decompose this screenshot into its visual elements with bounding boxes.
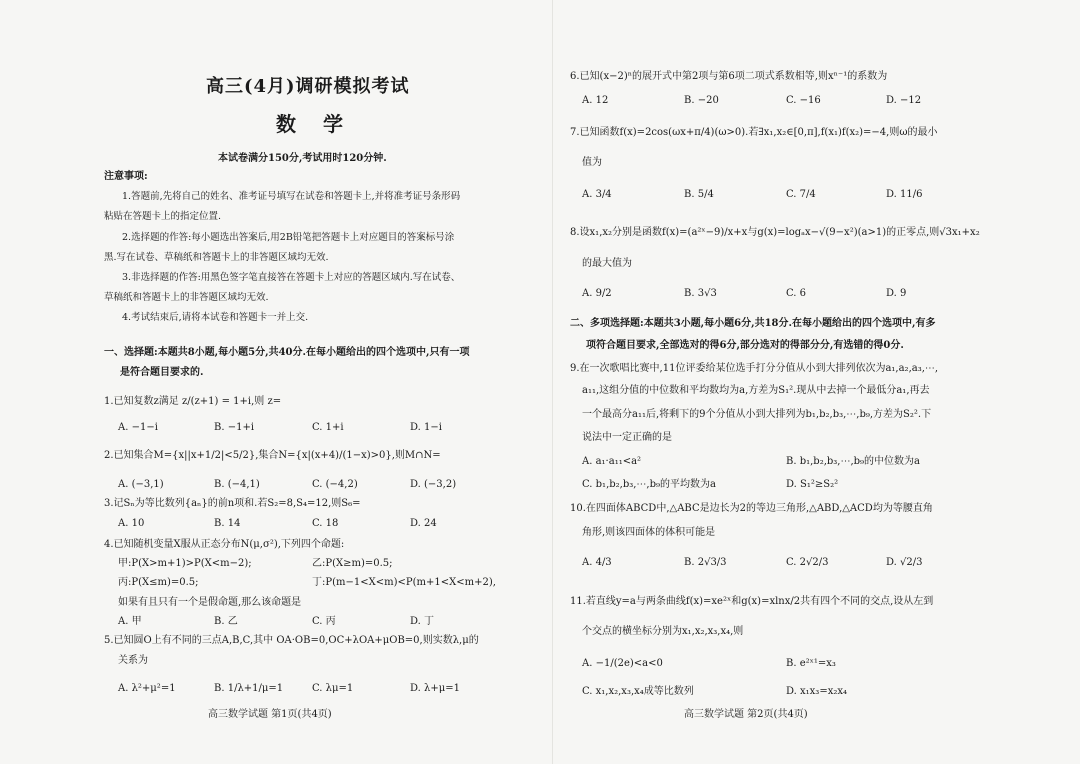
question-10-line: 10.在四面体ABCD中,△ABC是边长为2的等边三角形,△ABD,△ACD均为等腰直角	[570, 503, 933, 514]
q4-tail: 如果有且只有一个是假命题,那么该命题是	[118, 597, 302, 608]
section-2-heading: 二、多项选择题:本题共3小题,每小题6分,共18分.在每小题给出的四个选项中,有多	[570, 318, 936, 329]
q8-option-b: B. 3√3	[684, 288, 717, 299]
q4-proposition: 丁:P(m−1<X<m)<P(m+1<X<m+2),	[312, 577, 496, 588]
q10-option-c: C. 2√2/3	[786, 557, 829, 568]
q2-option-d: D. (−3,2)	[410, 479, 457, 490]
question-5-stem-2: 关系为	[118, 655, 148, 666]
question-9-line: a₁₁,这组分值的中位数和平均数均为a,方差为S₁².现从中去掉一个最低分a₁,再去	[582, 385, 930, 396]
q4-option-a: A. 甲	[118, 616, 142, 627]
q9-option-b: B. b₁,b₂,b₃,⋯,b₉的中位数为a	[786, 456, 921, 467]
q6-option-d: D. −12	[886, 95, 922, 106]
q1-option-d: D. 1−i	[410, 422, 442, 433]
question-3-stem: 3.记Sₙ为等比数列{aₙ}的前n项和.若S₂=8,S₄=12,则S₆=	[104, 498, 361, 509]
q1-option-c: C. 1+i	[312, 422, 344, 433]
notice-heading: 注意事项:	[104, 171, 148, 182]
q8-option-c: C. 6	[786, 288, 807, 299]
q3-option-d: D. 24	[410, 518, 437, 529]
q9-option-d: D. S₁²≥S₂²	[786, 479, 839, 490]
subject-title: 数 学	[276, 112, 353, 136]
notice-line: 3.非选择题的作答:用黑色签字笔直接答在答题卡上对应的答题区域内.写在试卷、	[122, 272, 461, 283]
q4-proposition: 乙:P(X≥m)=0.5;	[312, 558, 393, 569]
question-4-stem: 4.已知随机变量X服从正态分布N(μ,σ²),下列四个命题:	[104, 539, 345, 550]
question-11-line: 11.若直线y=a与两条曲线f(x)=xe²ˣ和g(x)=xlnx/2共有四个不同的交点,设从左到	[570, 596, 934, 607]
notice-line: 4.考试结束后,请将本试卷和答题卡一并上交.	[122, 312, 309, 323]
q8-option-a: A. 9/2	[582, 288, 612, 299]
page-1	[96, 0, 546, 764]
notice-line: 草稿纸和答题卡上的非答题区域均无效.	[104, 292, 269, 303]
question-9-line: 说法中一定正确的是	[582, 432, 672, 443]
question-8-stem: 8.设x₁,x₂分别是函数f(x)=(a²ˣ−9)/x+x与g(x)=logₐx−√(9−x²)(a>1)的正零点,则√3x₁+x₂	[570, 227, 980, 238]
notice-line: 粘贴在答题卡上的指定位置.	[104, 211, 222, 222]
q2-option-b: B. (−4,1)	[214, 479, 260, 490]
page-2-footer: 高三数学试题 第2页(共4页)	[684, 709, 808, 720]
q10-option-b: B. 2√3/3	[684, 557, 727, 568]
q4-option-b: B. 乙	[214, 616, 238, 627]
q7-option-d: D. 11/6	[886, 189, 923, 200]
page-fold	[552, 0, 553, 764]
q4-option-c: C. 丙	[312, 616, 336, 627]
question-11-line: 个交点的横坐标分别为x₁,x₂,x₃,x₄,则	[582, 626, 744, 637]
q11-option-d: D. x₁x₃=x₂x₄	[786, 686, 847, 697]
q9-option-c: C. b₁,b₂,b₃,⋯,b₉的平均数为a	[582, 479, 716, 490]
q2-option-a: A. (−3,1)	[118, 479, 164, 490]
q2-option-c: C. (−4,2)	[312, 479, 358, 490]
q11-option-a: A. −1/(2e)<a<0	[582, 658, 663, 669]
section-1-heading-2: 是符合题目要求的.	[120, 367, 204, 378]
q4-proposition: 甲:P(X>m+1)>P(X<m−2);	[118, 558, 252, 569]
q11-option-c: C. x₁,x₂,x₃,x₄成等比数列	[582, 686, 694, 697]
q4-option-d: D. 丁	[410, 616, 435, 627]
q5-option-c: C. λμ=1	[312, 683, 354, 694]
question-6-stem: 6.已知(x−2)ⁿ的展开式中第2项与第6项二项式系数相等,则xⁿ⁻¹的系数为	[570, 71, 888, 82]
notice-line: 2.选择题的作答:每小题选出答案后,用2B铅笔把答题卡上对应题目的答案标号涂	[122, 232, 455, 243]
q5-option-d: D. λ+μ=1	[410, 683, 460, 694]
question-9-line: 9.在一次歌唱比赛中,11位评委给某位选手打分分值从小到大排列依次为a₁,a₂,a₃,⋯,	[570, 363, 939, 374]
question-9-line: 一个最高分a₁₁后,将剩下的9个分值从小到大排列为b₁,b₂,b₃,⋯,b₉,方差为S₂².下	[582, 409, 932, 420]
q6-option-b: B. −20	[684, 95, 719, 106]
question-10-line: 角形,则该四面体的体积可能是	[582, 527, 716, 538]
notice-line: 黑.写在试卷、草稿纸和答题卡上的非答题区域均无效.	[104, 252, 329, 263]
question-2-stem: 2.已知集合M={x||x+1/2|<5/2},集合N={x|(x+4)/(1−x)>0},则M∩N=	[104, 450, 441, 461]
q10-option-d: D. √2/3	[886, 557, 923, 568]
q11-option-b: B. e²ˣ¹=x₃	[786, 658, 836, 669]
q7-option-a: A. 3/4	[582, 189, 612, 200]
notice-line: 1.答题前,先将自己的姓名、准考证号填写在试卷和答题卡上,并将准考证号条形码	[122, 191, 461, 202]
question-1-stem: 1.已知复数z满足 z/(z+1) = 1+i,则 z=	[104, 396, 282, 407]
page-2	[568, 0, 1080, 764]
q5-option-a: A. λ²+μ²=1	[118, 683, 176, 694]
q5-option-b: B. 1/λ+1/μ=1	[214, 683, 284, 694]
page-1-footer: 高三数学试题 第1页(共4页)	[208, 709, 332, 720]
q7-option-b: B. 5/4	[684, 189, 714, 200]
q3-option-c: C. 18	[312, 518, 339, 529]
q7-option-c: C. 7/4	[786, 189, 816, 200]
q6-option-a: A. 12	[582, 95, 609, 106]
question-7-stem-2: 值为	[582, 157, 602, 168]
question-5-stem: 5.已知圆O上有不同的三点A,B,C,其中 OA·OB=0,OC+λOA+μOB=0,则实数λ,μ的	[104, 635, 479, 646]
exam-title: 高三(4月)调研模拟考试	[206, 76, 410, 97]
section-1-heading: 一、选择题:本题共8小题,每小题5分,共40分.在每小题给出的四个选项中,只有一项	[104, 347, 470, 358]
q4-proposition: 丙:P(X≤m)=0.5;	[118, 577, 199, 588]
section-2-heading-2: 项符合题目要求,全部选对的得6分,部分选对的得部分分,有选错的得0分.	[586, 340, 904, 351]
score-info: 本试卷满分150分,考试用时120分钟.	[218, 153, 387, 164]
question-7-stem: 7.已知函数f(x)=2cos(ωx+π/4)(ω>0).若∃x₁,x₂∈[0,π],f(x₁)f(x₂)=−4,则ω的最小	[570, 127, 938, 138]
q1-option-a: A. −1−i	[118, 422, 158, 433]
q8-option-d: D. 9	[886, 288, 907, 299]
q9-option-a: A. a₁·a₁₁<a²	[582, 456, 642, 467]
q3-option-a: A. 10	[118, 518, 145, 529]
q3-option-b: B. 14	[214, 518, 241, 529]
q10-option-a: A. 4/3	[582, 557, 612, 568]
q1-option-b: B. −1+i	[214, 422, 255, 433]
question-8-stem-2: 的最大值为	[582, 258, 632, 269]
q6-option-c: C. −16	[786, 95, 821, 106]
